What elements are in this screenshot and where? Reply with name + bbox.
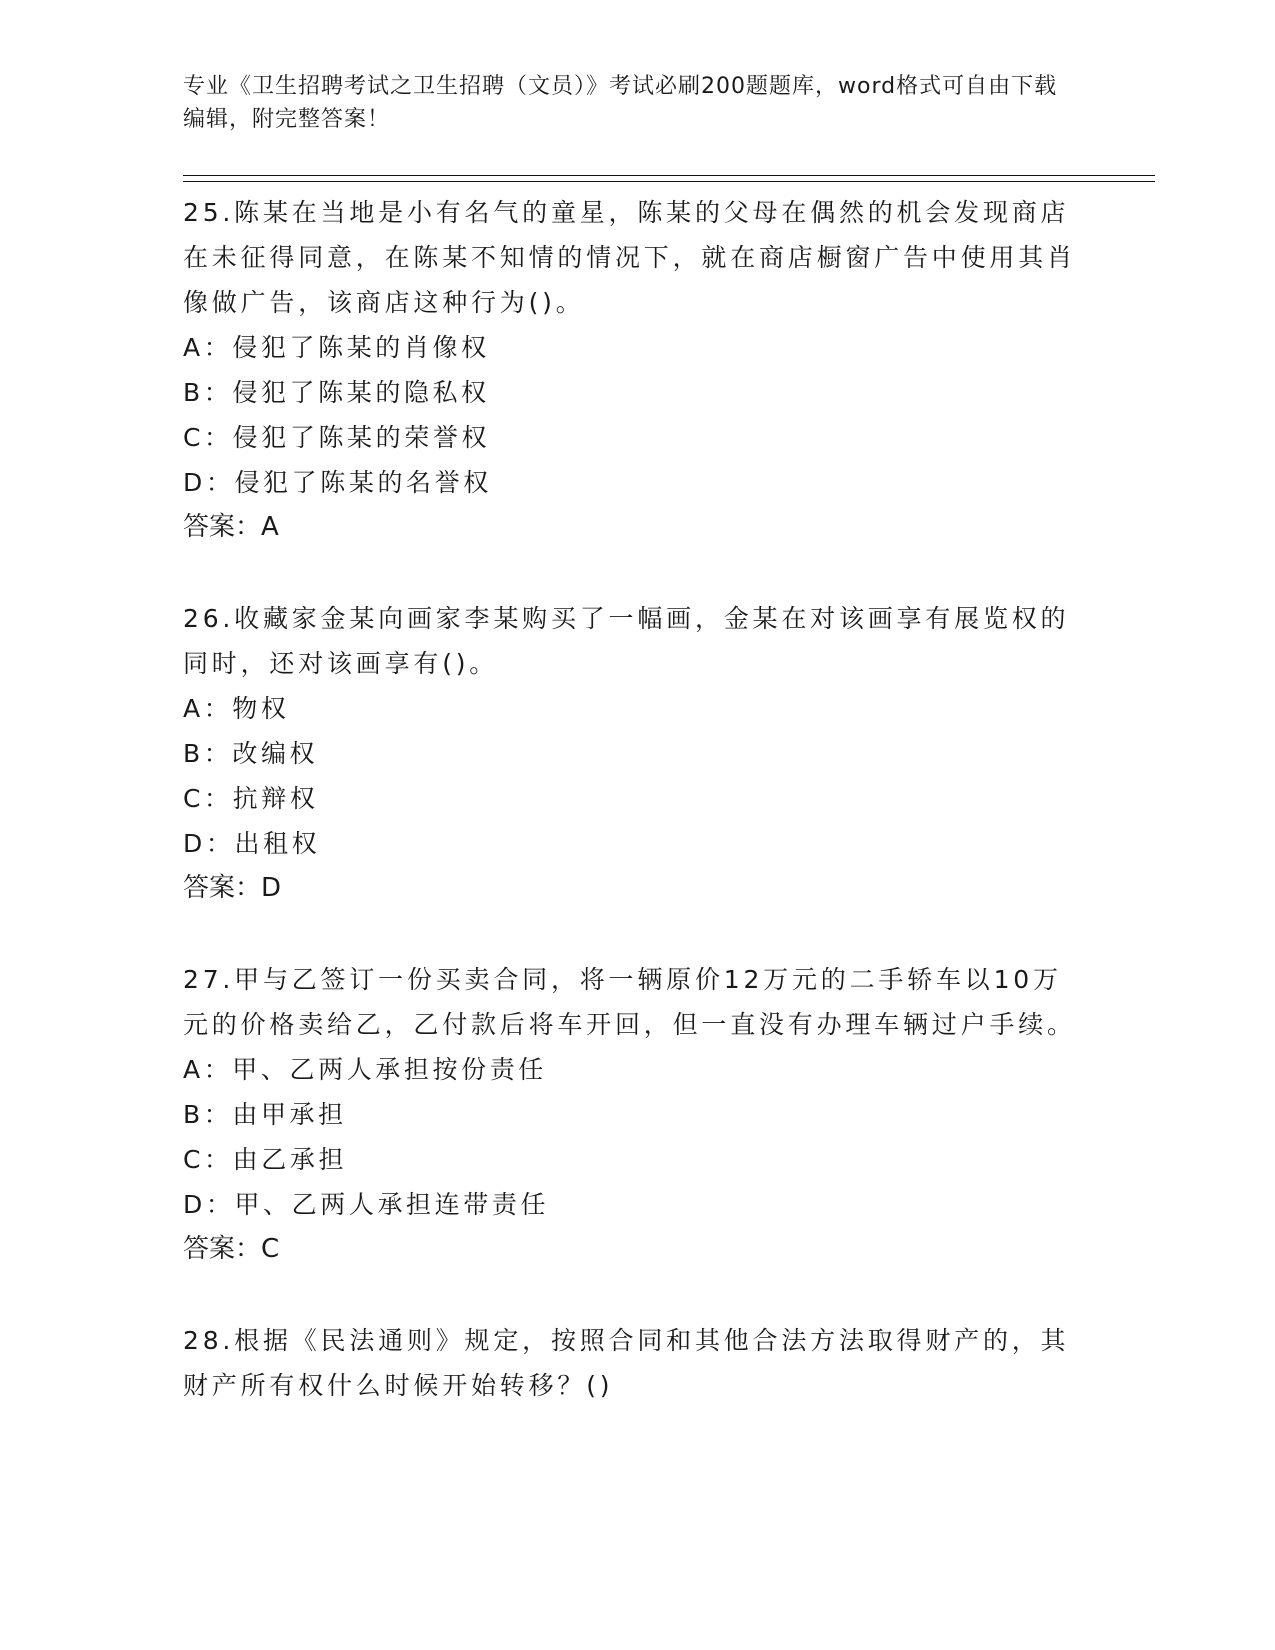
header-divider-bottom <box>183 181 1155 182</box>
header-divider-top <box>183 175 1155 176</box>
option-d: D：侵犯了陈某的名誉权 <box>183 468 492 497</box>
question-25 <box>183 190 1083 550</box>
option-c: C：侵犯了陈某的荣誉权 <box>183 423 491 452</box>
question-27 <box>183 957 1083 1272</box>
option-d: D：出租权 <box>183 829 321 858</box>
question-list <box>183 190 1083 1454</box>
option-a: A：物权 <box>183 694 290 723</box>
option-a: A：侵犯了陈某的肖像权 <box>183 333 490 362</box>
option-d: D：甲、乙两人承担连带责任 <box>183 1190 550 1219</box>
question-stem: 28.根据《民法通则》规定，按照合同和其他合法方法取得财产的，其财产所有权什么时候开始转移？() <box>183 1326 1070 1400</box>
option-b: B：改编权 <box>183 739 319 768</box>
option-b: B：由甲承担 <box>183 1100 347 1129</box>
question-stem: 27.甲与乙签订一份买卖合同，将一辆原价12万元的二手轿车以10万元的价格卖给乙，乙付款后将车开回，但一直没有办理车辆过户手续。 <box>183 965 1076 1039</box>
answer-line: 答案：C <box>183 1234 280 1264</box>
answer-line: 答案：A <box>183 512 279 542</box>
option-a: A：甲、乙两人承担按份责任 <box>183 1055 547 1084</box>
question-stem: 25.陈某在当地是小有名气的童星，陈某的父母在偶然的机会发现商店在未征得同意，在陈某不知情的情况下，就在商店橱窗广告中使用其肖像做广告，该商店这种行为()。 <box>183 198 1076 317</box>
option-c: C：由乙承担 <box>183 1145 348 1174</box>
question-26 <box>183 596 1083 911</box>
answer-line: 答案：D <box>183 873 282 903</box>
document-header: 专业《卫生招聘考试之卫生招聘（文员）》考试必刷200题题库，word格式可自由下载编辑，附完整答案！ <box>183 74 1058 132</box>
question-28 <box>183 1318 1083 1408</box>
option-c: C：抗辩权 <box>183 784 319 813</box>
question-stem: 26.收藏家金某向画家李某购买了一幅画，金某在对该画享有展览权的同时，还对该画享有()。 <box>183 604 1070 678</box>
option-b: B：侵犯了陈某的隐私权 <box>183 378 490 407</box>
